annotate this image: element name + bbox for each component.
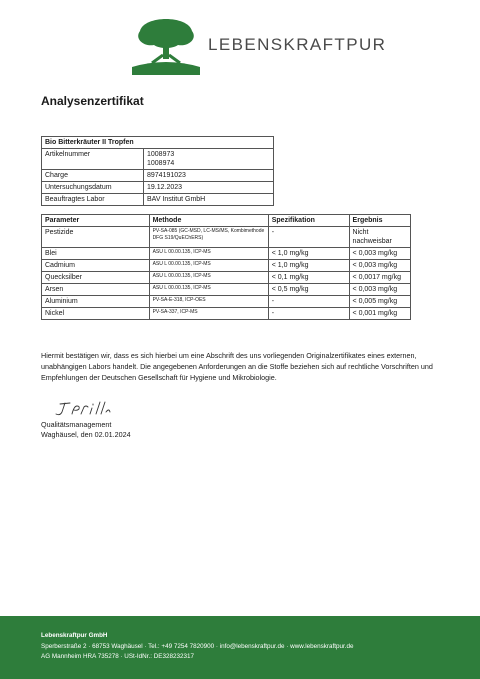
- row-label: Artikelnummer: [42, 149, 144, 170]
- results-table: [41, 214, 411, 320]
- table-row: [42, 308, 411, 320]
- confirmation-statement: Hiermit bestätigen wir, dass es sich hierbei um eine Abschrift des uns vorliegenden Originalzertifikates eines externen, unabhängigen Labors handelt. Die angegebenen Anforderungen an die Stoffe beziehen sich auf rechtliche Vorschriften und Empfehlungen der Deutschen Gesellschaft für Hygiene und Mikrobiologie.: [41, 351, 433, 382]
- logo: [130, 13, 387, 75]
- row-label: Untersuchungsdatum: [42, 182, 144, 194]
- row-value: [144, 149, 274, 170]
- table-row: [42, 260, 411, 272]
- signature-place-date: Waghäusel, den 02.01.2024: [41, 430, 131, 439]
- page-title: Analysenzertifikat: [41, 94, 144, 108]
- product-table: [41, 136, 274, 206]
- parameter-cell: Arsen: [42, 284, 150, 296]
- footer-address: Sperberstraße 2 · 68753 Waghäusel · Tel.: +49 7254 7820900 · info@lebenskraftpur.de · www.lebenskraftpur.de: [41, 643, 354, 650]
- signature-image: [52, 400, 112, 418]
- row-label: Charge: [42, 170, 144, 182]
- result-cell: < 0,001 mg/kg: [349, 308, 410, 320]
- spec-cell: -: [268, 296, 349, 308]
- result-cell: < 0,0017 mg/kg: [349, 272, 410, 284]
- table-row: [42, 194, 274, 206]
- parameter-cell: Pestizide: [42, 227, 150, 248]
- row-value: BAV Institut GmbH: [144, 194, 274, 206]
- method-cell: ASU L 00.00.135, ICP-MS: [149, 248, 268, 260]
- column-header: Spezifikation: [268, 215, 349, 227]
- table-row: [42, 296, 411, 308]
- parameter-cell: Cadmium: [42, 260, 150, 272]
- row-value: 19.12.2023: [144, 182, 274, 194]
- parameter-cell: Aluminium: [42, 296, 150, 308]
- table-row: [42, 227, 411, 248]
- method-cell: ASU L 00.00.135, ICP-MS: [149, 260, 268, 272]
- article-number-1: 1008973: [147, 151, 175, 158]
- product-name: Bio Bitterkräuter II Tropfen: [42, 137, 274, 149]
- method-cell: PV-SA-337, ICP-MS: [149, 308, 268, 320]
- method-cell: ASU L 00.00.135, ICP-MS: [149, 272, 268, 284]
- footer-company: Lebenskraftpur GmbH: [41, 632, 108, 639]
- spec-cell: < 1,0 mg/kg: [268, 248, 349, 260]
- method-cell: ASU L 00.00.135, ICP-MS: [149, 284, 268, 296]
- spec-cell: -: [268, 227, 349, 248]
- parameter-cell: Blei: [42, 248, 150, 260]
- signature-block: [41, 420, 131, 440]
- footer-registry: AG Mannheim HRA 735278 · USt-IdNr.: DE328232317: [41, 653, 194, 660]
- tree-icon: [130, 13, 202, 75]
- parameter-cell: Quecksilber: [42, 272, 150, 284]
- method-cell: PV-SA-E-318, ICP-OES: [149, 296, 268, 308]
- table-row: [42, 272, 411, 284]
- column-header: Parameter: [42, 215, 150, 227]
- result-cell: < 0,005 mg/kg: [349, 296, 410, 308]
- table-row: [42, 284, 411, 296]
- result-cell: < 0,003 mg/kg: [349, 248, 410, 260]
- table-row: [42, 182, 274, 194]
- method-cell: PV-SA-085 (GC-MSD, LC-MS/MS, Kombimethode DFG S19/QuEChERS): [149, 227, 268, 248]
- column-header: Ergebnis: [349, 215, 410, 227]
- parameter-cell: Nickel: [42, 308, 150, 320]
- row-label: Beauftragtes Labor: [42, 194, 144, 206]
- result-cell: < 0,003 mg/kg: [349, 284, 410, 296]
- footer: [0, 616, 480, 679]
- table-row: [42, 149, 274, 170]
- brand-name: LEBENSKRAFTPUR: [208, 35, 387, 54]
- column-header: Methode: [149, 215, 268, 227]
- spec-cell: < 0,5 mg/kg: [268, 284, 349, 296]
- spec-cell: < 0,1 mg/kg: [268, 272, 349, 284]
- spec-cell: -: [268, 308, 349, 320]
- row-value: 8974191023: [144, 170, 274, 182]
- table-row: [42, 170, 274, 182]
- result-cell: Nicht nachweisbar: [349, 227, 410, 248]
- article-number-2: 1008974: [147, 160, 175, 167]
- table-row: [42, 248, 411, 260]
- spec-cell: < 1,0 mg/kg: [268, 260, 349, 272]
- signature-role: Qualitätsmanagement: [41, 420, 112, 429]
- result-cell: < 0,003 mg/kg: [349, 260, 410, 272]
